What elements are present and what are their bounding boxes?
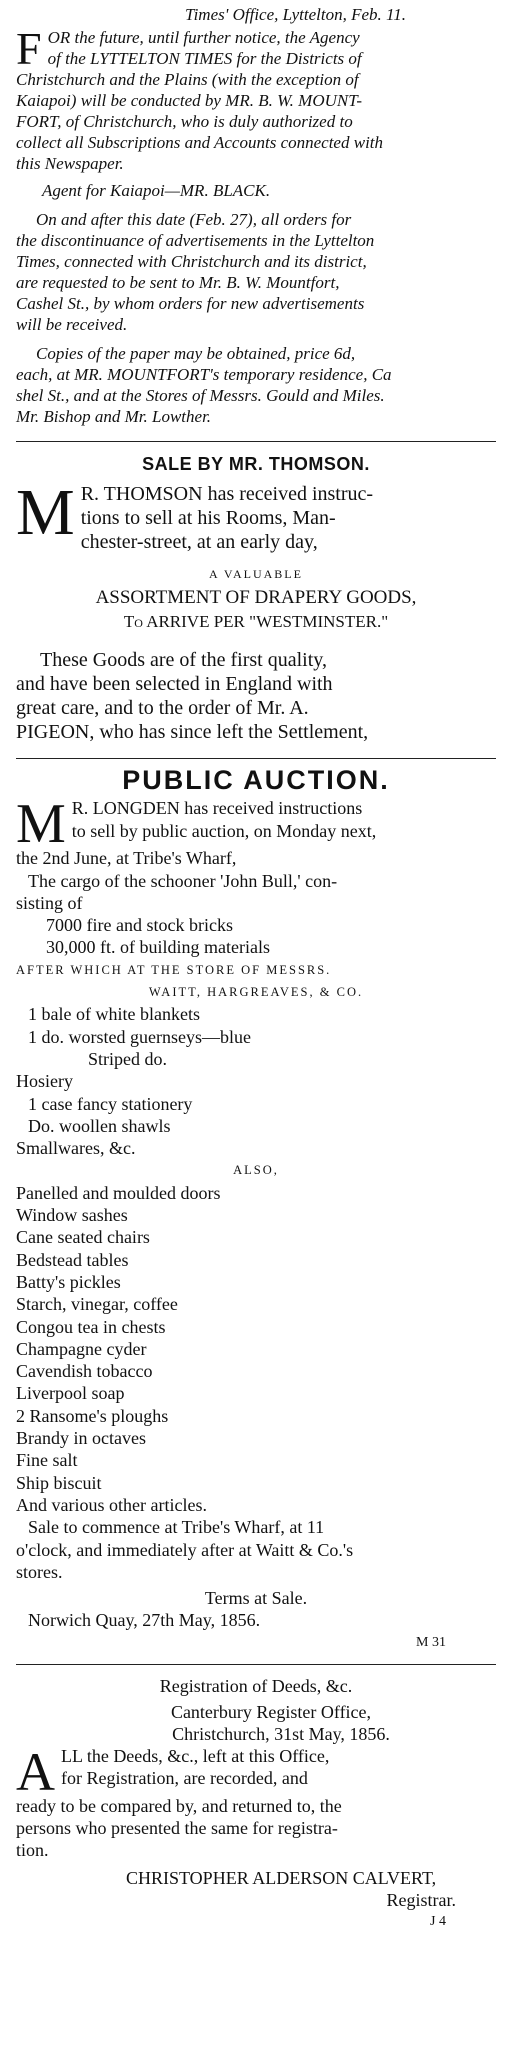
after-which-label: AFTER WHICH AT THE STORE OF MESSRS.: [16, 962, 332, 977]
text-line: LL the Deeds, &c., left at this Office,: [61, 1745, 330, 1766]
deeds-ref: J 4: [430, 1913, 446, 1929]
text-line: Copies of the paper may be obtained, price 6d,: [36, 344, 356, 363]
list-item: Cane seated chairs: [16, 1227, 150, 1248]
notice-paragraph-1: [16, 23, 496, 174]
list-item: Do. woollen shawls: [28, 1115, 171, 1136]
text-line: The cargo of the schooner 'John Bull,' con-: [28, 870, 338, 891]
auction-ref: M 31: [416, 1634, 446, 1650]
list-item: 1 bale of white blankets: [28, 1004, 200, 1025]
text-line: R. LONGDEN has received instructions: [71, 798, 363, 819]
text-line: the 2nd June, at Tribe's Wharf,: [16, 848, 237, 869]
list-item: Bedstead tables: [16, 1249, 129, 1270]
list-item: Ship biscuit: [16, 1472, 102, 1493]
text-line: Mr. Bishop and Mr. Lowther.: [16, 407, 212, 426]
thomson-intro: [16, 476, 496, 554]
auction-dated: Norwich Quay, 27th May, 1856.: [28, 1610, 261, 1631]
deeds-date: Christchurch, 31st May, 1856.: [172, 1723, 390, 1744]
text-line: R. THOMSON has received instruc-: [80, 483, 374, 505]
text-line: are requested to be sent to Mr. B. W. Mountfort,: [16, 273, 340, 292]
list-item: Congou tea in chests: [16, 1316, 166, 1337]
text-line: o'clock, and immediately after at Waitt & Co.'s: [16, 1539, 354, 1560]
text-line: will be received.: [16, 315, 128, 334]
waitt-label: WAITT, HARGREAVES, & CO.: [148, 985, 364, 1000]
text-line: These Goods are of the first quality,: [40, 649, 327, 671]
text-line: 7000 fire and stock bricks: [46, 915, 233, 936]
text-line: chester-street, at an early day,: [80, 531, 318, 553]
text-line: of the LYTTELTON TIMES for the Districts of: [47, 49, 362, 68]
auction-advertisement: [16, 765, 496, 1654]
text-line: for Registration, are recorded, and: [61, 1767, 308, 1788]
signer-name: CHRISTOPHER ALDERSON CALVERT,: [126, 1867, 437, 1888]
list-item: 1 do. worsted guernseys—blue: [28, 1026, 251, 1047]
text-line: Christchurch and the Plains (with the exception of: [16, 70, 359, 89]
text-line: FORT, of Christchurch, who is duly authorized to: [16, 112, 353, 131]
terms-label: Terms at Sale.: [204, 1588, 308, 1609]
notice-dateline: Times' Office, Lyttelton, Feb. 11.: [185, 5, 406, 24]
list-item: Batty's pickles: [16, 1271, 121, 1292]
text-line: ready to be compared by, and returned to, the: [16, 1795, 342, 1816]
auction-sale-note: [16, 1516, 496, 1583]
list-item: Liverpool soap: [16, 1383, 125, 1404]
text-line: shel St., and at the Stores of Messrs. Gould and Miles.: [16, 386, 385, 405]
notice-paragraph-3: [16, 343, 496, 427]
auction-heading: PUBLIC AUCTION.: [122, 765, 390, 795]
thomson-advertisement: [16, 452, 496, 744]
text-line: On and after this date (Feb. 27), all orders for: [36, 210, 352, 229]
text-line: PIGEON, who has since left the Settlement,: [16, 721, 369, 743]
deeds-body: [16, 1741, 496, 1861]
drop-cap: M: [16, 793, 66, 856]
drop-cap: M: [16, 476, 75, 549]
auction-list-2: [16, 1182, 496, 1516]
notice-paragraph-2: [16, 209, 496, 335]
drop-cap: F: [16, 23, 42, 74]
list-item: Brandy in octaves: [16, 1428, 146, 1449]
valuable-label: A VALUABLE: [209, 567, 303, 581]
deeds-notice: [16, 1675, 496, 1933]
thomson-body: [16, 648, 496, 744]
arrive-label: To ARRIVE PER "WESTMINSTER.": [123, 612, 389, 631]
text-line: Sale to commence at Tribe's Wharf, at 11: [28, 1517, 325, 1538]
text-line: Cashel St., by whom orders for new advertisements: [16, 294, 365, 313]
text-line: persons who presented the same for registra-: [16, 1817, 338, 1838]
list-item: Window sashes: [16, 1205, 128, 1226]
text-line: this Newspaper.: [16, 154, 124, 173]
signer-title: Registrar.: [386, 1889, 456, 1910]
list-item: Striped do.: [88, 1048, 167, 1069]
auction-list-1: [16, 1003, 496, 1159]
kaiapoi-agent: Agent for Kaiapoi—MR. BLACK.: [42, 181, 271, 200]
list-item: Hosiery: [16, 1071, 73, 1092]
text-line: tion.: [16, 1839, 49, 1860]
list-item: 1 case fancy stationery: [28, 1093, 193, 1114]
text-line: to sell by public auction, on Monday next,: [71, 820, 377, 841]
text-line: stores.: [16, 1561, 63, 1582]
divider: [16, 1664, 496, 1665]
agency-notice: [16, 4, 496, 427]
divider: [16, 441, 496, 442]
text-line: 30,000 ft. of building materials: [46, 937, 270, 958]
list-item: Panelled and moulded doors: [16, 1182, 221, 1203]
list-item: Fine salt: [16, 1450, 78, 1471]
register-office: Canterbury Register Office,: [170, 1701, 372, 1722]
text-line: great care, and to the order of Mr. A.: [16, 697, 309, 719]
deeds-heading: Registration of Deeds, &c.: [159, 1675, 353, 1696]
assortment-label: ASSORTMENT OF DRAPERY GOODS,: [95, 587, 417, 608]
thomson-heading: SALE BY MR. THOMSON.: [142, 454, 370, 474]
list-item: Starch, vinegar, coffee: [16, 1294, 178, 1315]
list-item: 2 Ransome's ploughs: [16, 1405, 169, 1426]
text-line: tions to sell at his Rooms, Man-: [80, 507, 336, 529]
also-label: ALSO,: [233, 1163, 279, 1178]
list-item: Champagne cyder: [16, 1338, 147, 1359]
drop-cap: A: [16, 1741, 55, 1802]
divider: [16, 758, 496, 759]
auction-intro: [16, 793, 496, 958]
text-line: OR the future, until further notice, the Agency: [47, 28, 360, 47]
text-line: Kaiapoi) will be conducted by MR. B. W. MOUNT-: [16, 91, 363, 110]
newspaper-column: [6, 0, 506, 1933]
text-line: sisting of: [16, 892, 83, 913]
list-item: Cavendish tobacco: [16, 1361, 153, 1382]
text-line: each, at MR. MOUNTFORT's temporary residence, Ca: [16, 365, 392, 384]
list-item: Smallwares, &c.: [16, 1138, 136, 1159]
text-line: and have been selected in England with: [16, 673, 333, 695]
text-line: the discontinuance of advertisements in the Lyttelton: [16, 231, 375, 250]
text-line: collect all Subscriptions and Accounts connected with: [16, 133, 384, 152]
text-line: Times, connected with Christchurch and its district,: [16, 252, 367, 271]
list-item: And various other articles.: [16, 1494, 207, 1515]
